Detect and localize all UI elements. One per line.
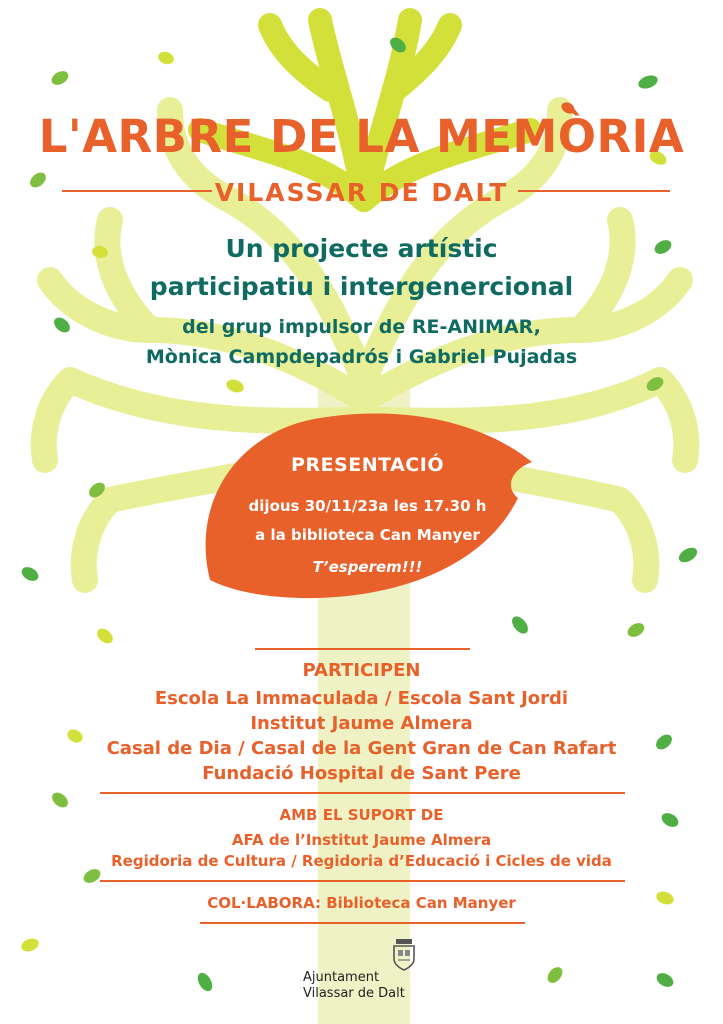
project-line-1: Un projecte artístic [225, 234, 498, 263]
presentation-date: dijous 30/11/23a les 17.30 h [248, 497, 487, 515]
participant-item: Casal de Dia / Casal de la Gent Gran de Can Rafart [106, 738, 617, 759]
participant-item: Fundació Hospital de Sant Pere [202, 763, 521, 784]
presentation-place: a la biblioteca Can Manyer [255, 526, 480, 544]
rule-participants-bottom [100, 792, 625, 794]
town-crest-icon [386, 937, 422, 973]
page-title: L'ARBRE DE LA MEMÒRIA [38, 110, 685, 163]
footer-line-2: Vilassar de Dalt [303, 986, 405, 1001]
support-heading: AMB EL SUPORT DE [279, 806, 444, 824]
footer-logo-text [303, 970, 405, 1002]
project-line-4: Mònica Campdepadrós i Gabriel Pujadas [145, 346, 578, 368]
support-item: AFA de l’Institut Jaume Almera [231, 831, 492, 849]
project-line-3: del grup impulsor de RE-ANIMAR, [182, 316, 541, 338]
participant-item: Escola La Immaculada / Escola Sant Jordi [154, 688, 569, 709]
rule-participants-top [255, 648, 470, 650]
footer-line-1: Ajuntament [303, 970, 380, 985]
support-item: Regidoria de Cultura / Regidoria d’Educació i Cicles de vida [111, 852, 612, 870]
rule-collab-bottom [200, 922, 525, 924]
participant-item: Institut Jaume Almera [250, 713, 473, 734]
presentation-invite: T’esperem!!! [312, 558, 423, 576]
page-subtitle: VILASSAR DE DALT [214, 178, 509, 207]
participants-heading: PARTICIPEN [302, 660, 421, 681]
collab-line: COL·LABORA: Biblioteca Can Manyer [207, 894, 516, 912]
rule-support-bottom [100, 880, 625, 882]
presentation-heading: PRESENTACIÓ [291, 454, 444, 476]
project-line-2: participatiu i intergenercional [149, 272, 574, 301]
